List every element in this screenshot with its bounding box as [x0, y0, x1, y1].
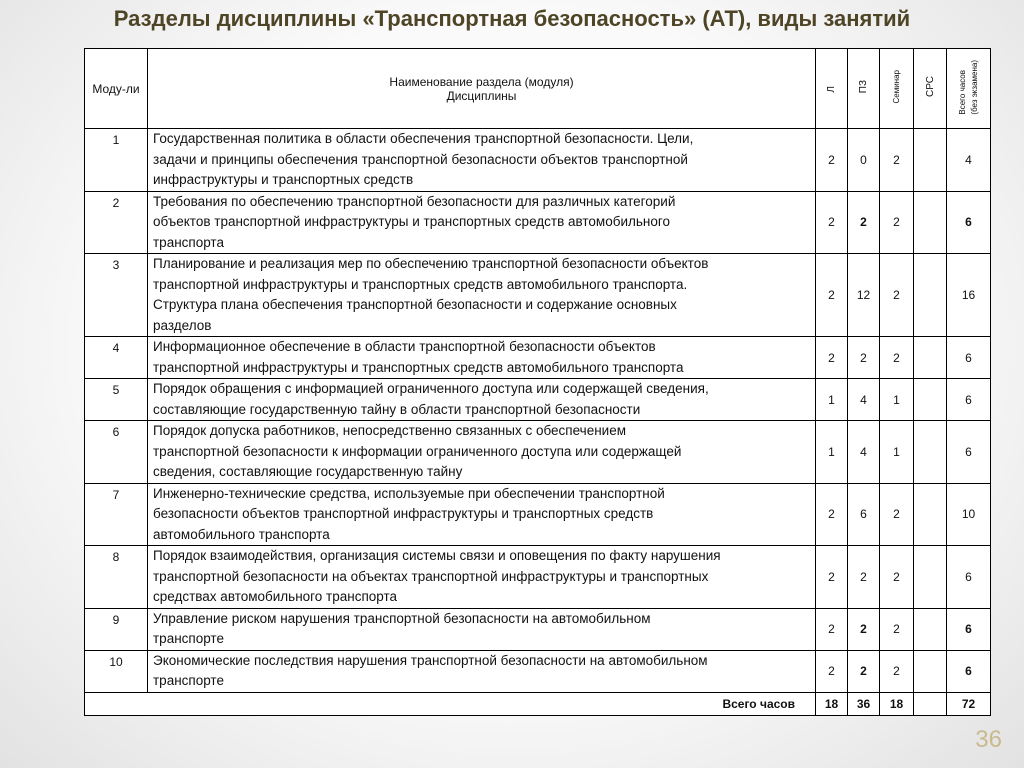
total-hours: 6 — [947, 379, 991, 421]
section-name — [148, 129, 816, 192]
practical-hours: 2 — [848, 191, 880, 254]
totals-practical: 36 — [848, 692, 880, 715]
practical-hours: 2 — [848, 608, 880, 650]
header-section-name-line1: Наименование раздела (модуля) — [389, 74, 574, 89]
section-name — [148, 379, 816, 421]
section-name-line: Информационное обеспечение в области транспортной безопасности объектов — [153, 339, 656, 354]
section-name-line: транспортной безопасности к информации ограниченного доступа или содержащей — [153, 443, 682, 459]
section-name-line: задачи и принципы обеспечения транспортной безопасности объектов транспортной — [153, 151, 688, 167]
seminar-hours: 2 — [880, 129, 914, 192]
table-row — [85, 650, 991, 692]
seminar-hours: 1 — [880, 421, 914, 484]
lectures-hours: 2 — [816, 546, 848, 609]
section-name-line: Структура плана обеспечения транспортной безопасности и содержание основных — [153, 297, 677, 312]
total-hours: 6 — [947, 546, 991, 609]
practical-hours: 2 — [848, 650, 880, 692]
practical-hours: 2 — [848, 546, 880, 609]
header-modules: Моду-ли — [85, 49, 148, 129]
self-study-hours — [914, 650, 947, 692]
totals-lectures: 18 — [816, 692, 848, 715]
section-name-line: Требования по обеспечению транспортной безопасности для различных категорий — [153, 193, 676, 209]
lectures-hours: 2 — [816, 483, 848, 546]
header-total-hours: Всего часов (без экзамена) — [947, 49, 991, 129]
section-name — [148, 483, 816, 546]
section-name-line: инфраструктуры и транспортных средств — [153, 172, 414, 187]
page-number: 36 — [975, 726, 1002, 753]
table-row — [85, 379, 991, 421]
totals-self-study — [914, 692, 947, 715]
lectures-hours: 2 — [816, 129, 848, 192]
practical-hours: 6 — [848, 483, 880, 546]
section-name — [148, 608, 816, 650]
section-name-line: Порядок взаимодействия, организация системы связи и оповещения по факту нарушения — [153, 548, 721, 563]
lectures-hours: 2 — [816, 608, 848, 650]
section-name-line: разделов — [153, 317, 212, 333]
section-name — [148, 337, 816, 379]
row-number: 7 — [85, 483, 148, 546]
section-name-line: Порядок допуска работников, непосредственно связанных с обеспечением — [153, 423, 627, 438]
total-hours: 4 — [947, 129, 991, 192]
lectures-hours: 2 — [816, 650, 848, 692]
section-name-line: транспорте — [153, 631, 224, 646]
practical-hours: 4 — [848, 379, 880, 421]
discipline-sections-table-wrapper — [84, 48, 990, 716]
self-study-hours — [914, 254, 947, 337]
self-study-hours — [914, 421, 947, 484]
lectures-hours: 2 — [816, 337, 848, 379]
practical-hours: 12 — [848, 254, 880, 337]
self-study-hours — [914, 608, 947, 650]
header-practical: ПЗ — [848, 49, 880, 129]
section-name — [148, 650, 816, 692]
section-name-line: транспортной инфраструктуры и транспортных средств автомобильного транспорта — [153, 359, 684, 375]
lectures-hours: 2 — [816, 254, 848, 337]
seminar-hours: 2 — [880, 483, 914, 546]
seminar-hours: 2 — [880, 546, 914, 609]
row-number: 1 — [85, 129, 148, 192]
table-row — [85, 483, 991, 546]
total-hours: 6 — [947, 421, 991, 484]
table-header-row — [85, 49, 991, 129]
lectures-hours: 1 — [816, 379, 848, 421]
row-number: 5 — [85, 379, 148, 421]
seminar-hours: 2 — [880, 608, 914, 650]
totals-label: Всего часов — [85, 692, 816, 715]
section-name — [148, 546, 816, 609]
section-name-line: Управление риском нарушения транспортной безопасности на автомобильном — [153, 610, 651, 626]
row-number: 4 — [85, 337, 148, 379]
total-hours: 6 — [947, 337, 991, 379]
section-name — [148, 421, 816, 484]
seminar-hours: 1 — [880, 379, 914, 421]
practical-hours: 2 — [848, 337, 880, 379]
section-name-line: транспорта — [153, 234, 224, 250]
section-name-line: безопасности объектов транспортной инфраструктуры и транспортных средств — [153, 506, 654, 521]
section-name-line: сведения, составляющие государственную тайну — [153, 464, 463, 479]
header-seminar: Семинар — [880, 49, 914, 129]
seminar-hours: 2 — [880, 337, 914, 379]
header-section-name-line2: Дисциплины — [446, 88, 517, 103]
total-hours: 6 — [947, 191, 991, 254]
seminar-hours: 2 — [880, 191, 914, 254]
practical-hours: 4 — [848, 421, 880, 484]
seminar-hours: 2 — [880, 650, 914, 692]
table-row — [85, 421, 991, 484]
section-name-line: Порядок обращения с информацией ограниченного доступа или содержащей сведения, — [153, 381, 709, 396]
self-study-hours — [914, 337, 947, 379]
self-study-hours — [914, 129, 947, 192]
row-number: 9 — [85, 608, 148, 650]
row-number: 8 — [85, 546, 148, 609]
row-number: 3 — [85, 254, 148, 337]
discipline-sections-table — [84, 48, 991, 716]
section-name-line: Инженерно-технические средства, используемые при обеспечении транспортной — [153, 485, 665, 501]
totals-seminar: 18 — [880, 692, 914, 715]
table-row — [85, 129, 991, 192]
totals-total-hours: 72 — [947, 692, 991, 715]
row-number: 2 — [85, 191, 148, 254]
total-hours: 6 — [947, 650, 991, 692]
table-row — [85, 191, 991, 254]
self-study-hours — [914, 191, 947, 254]
table-row — [85, 254, 991, 337]
total-hours: 6 — [947, 608, 991, 650]
total-hours: 16 — [947, 254, 991, 337]
section-name-line: Планирование и реализация мер по обеспечению транспортной безопасности объектов — [153, 256, 709, 271]
section-name-line: составляющие государственную тайну в области транспортной безопасности — [153, 401, 641, 417]
slide-title: Разделы дисциплины «Транспортная безопасность» (АТ), виды занятий — [113, 6, 911, 31]
table-row — [85, 608, 991, 650]
totals-row — [85, 692, 991, 715]
table-row — [85, 546, 991, 609]
self-study-hours — [914, 483, 947, 546]
header-self-study: СРС — [914, 49, 947, 129]
section-name-line: автомобильного транспорта — [153, 526, 330, 542]
row-number: 6 — [85, 421, 148, 484]
table-body — [85, 129, 991, 716]
total-hours: 10 — [947, 483, 991, 546]
section-name-line: транспортной инфраструктуры и транспортных средств автомобильного транспорта. — [153, 276, 688, 292]
section-name-line: объектов транспортной инфраструктуры и транспортных средств автомобильного — [153, 214, 671, 229]
section-name-line: транспорте — [153, 673, 224, 688]
lectures-hours: 2 — [816, 191, 848, 254]
table-row — [85, 337, 991, 379]
seminar-hours: 2 — [880, 254, 914, 337]
section-name-line: транспортной безопасности на объектах транспортной инфраструктуры и транспортных — [153, 568, 709, 584]
section-name-line: Государственная политика в области обеспечения транспортной безопасности. Цели, — [153, 131, 694, 146]
header-section-name — [148, 49, 816, 129]
section-name — [148, 191, 816, 254]
lectures-hours: 1 — [816, 421, 848, 484]
section-name-line: средствах автомобильного транспорта — [153, 589, 398, 604]
self-study-hours — [914, 379, 947, 421]
self-study-hours — [914, 546, 947, 609]
header-lectures: Л — [816, 49, 848, 129]
practical-hours: 0 — [848, 129, 880, 192]
row-number: 10 — [85, 650, 148, 692]
section-name-line: Экономические последствия нарушения транспортной безопасности на автомобильном — [153, 652, 708, 668]
section-name — [148, 254, 816, 337]
